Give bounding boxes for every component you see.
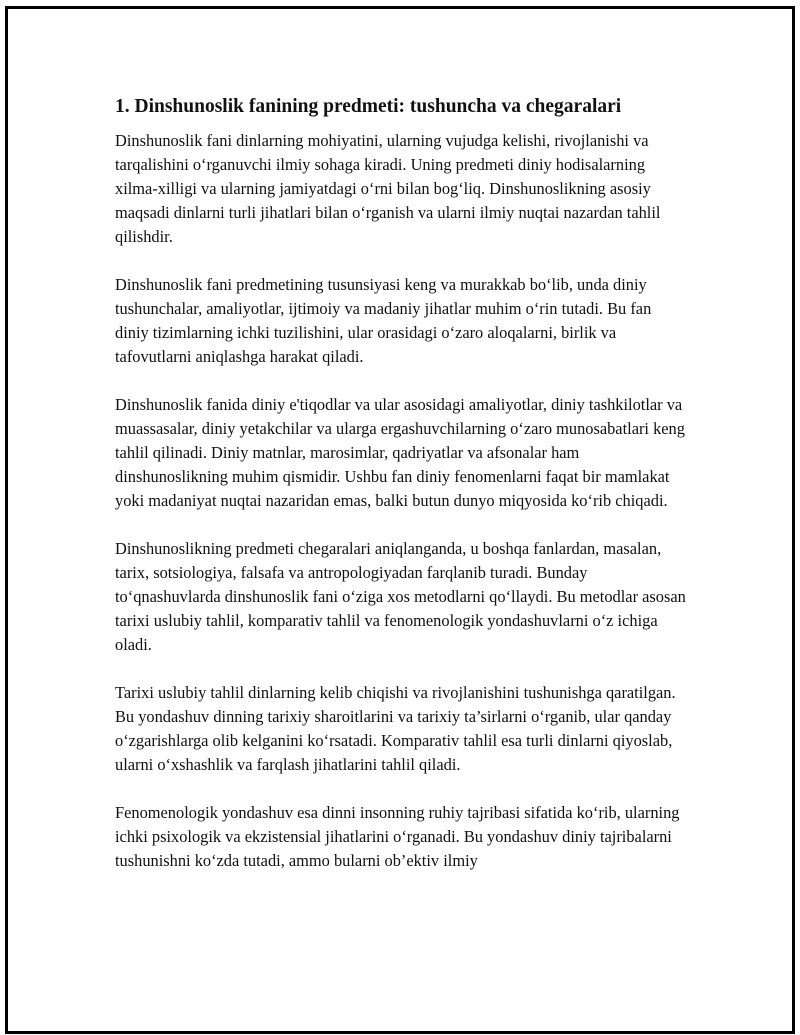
paragraph-6: Fenomenologik yondashuv esa dinni insonning ruhiy tajribasi sifatida ko‘rib, ularning ichki psixologik va ekzistensial jihatlarini o‘rganadi. Bu yondashuv diniy tajribalarni tushunishni ko‘zda tutadi, ammo bularni ob’ektiv ilmiy — [115, 803, 680, 870]
paragraph-4: Dinshunoslikning predmeti chegaralari aniqlanganda, u boshqa fanlardan, masalan, tarix, sotsiologiya, falsafa va antropologiyadan farqlanib turadi. Bunday to‘qnashuvlarda dinshunoslik fani o‘ziga xos metodlarni qo‘llaydi. Bu metodlar asosan tarixi uslubiy tahlil, komparativ tahlil va fenomenologik yondashuvlarni o‘z ichiga oladi. — [115, 539, 686, 654]
paragraph-1: Dinshunoslik fani dinlarning mohiyatini, ularning vujudga kelishi, rivojlanishi va tarqalishini o‘rganuvchi ilmiy sohaga kiradi. Uning predmeti diniy hodisalarning xilma-xilligi va ularning jamiyatdagi o‘rni bilan bog‘liq. Dinshunoslikning asosiy maqsadi dinlarni turli jihatlari bilan o‘rganish va ularni ilmiy nuqtai nazardan tahlil qilishdir. — [115, 131, 661, 246]
page-title: 1. Dinshunoslik fanining predmeti: tushuncha va chegaralari — [115, 96, 622, 117]
document-body — [115, 95, 687, 897]
paragraph-3: Dinshunoslik fanida diniy e'tiqodlar va ular asosidagi amaliyotlar, diniy tashkilotlar va muassasalar, diniy yetakchilar va ularga ergashuvchilarning o‘zaro munosabatlari keng tahlil qilinadi. Diniy matnlar, marosimlar, qadriyatlar va afsonalar ham dinshunoslikning muhim qismidir. Ushbu fan diniy fenomenlarni faqat bir mamlakat yoki madaniyat nuqtai nazaridan emas, balki butun dunyo miqyosida ko‘rib chiqadi. — [115, 395, 685, 510]
paragraph-2: Dinshunoslik fani predmetining tusunsiyasi keng va murakkab bo‘lib, unda diniy tushunchalar, amaliyotlar, ijtimoiy va madaniy jihatlar muhim o‘rin tutadi. Bu fan diniy tizimlarning ichki tuzilishini, ular orasidagi o‘zaro aloqalarni, birlik va tafovutlarni aniqlashga harakat qiladi. — [115, 275, 652, 366]
paragraph-5: Tarixi uslubiy tahlil dinlarning kelib chiqishi va rivojlanishini tushunishga qaratilgan. Bu yondashuv dinning tarixiy sharoitlarini va tarixiy ta’sirlarni o‘rganib, ular qanday o‘zgarishlarga olib kelganini ko‘rsatadi. Komparativ tahlil esa turli dinlarni qiyoslab, ularni o‘xshashlik va farqlash jihatlarini tahlil qiladi. — [115, 683, 676, 774]
